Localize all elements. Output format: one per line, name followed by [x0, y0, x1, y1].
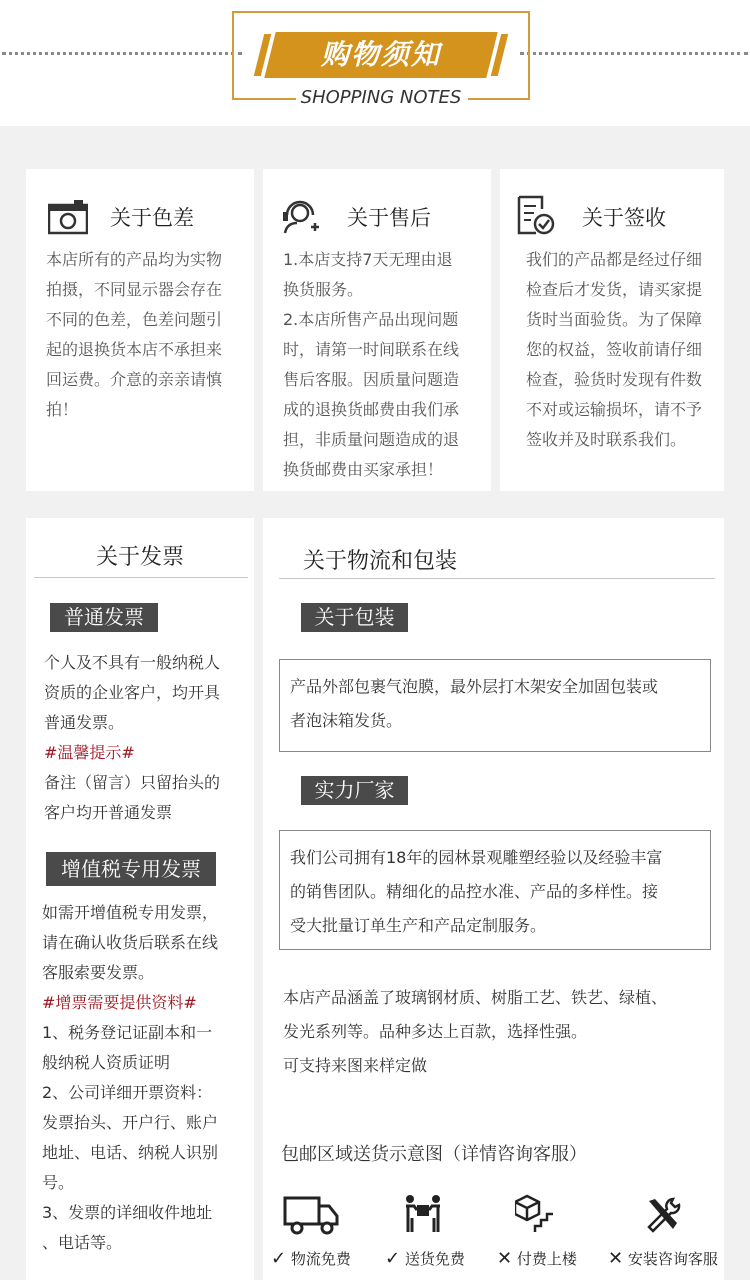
invoice-title: 关于发票 — [95, 545, 184, 570]
left-dotted-line — [2, 52, 242, 55]
logistics-title: 关于物流和包装 — [303, 549, 458, 574]
normal-invoice-tag: 普通发票 — [50, 603, 158, 632]
packaging-tag: 关于包装 — [301, 603, 408, 632]
service-free-logistics: ✓ 物流免费 — [271, 1248, 351, 1269]
headset-icon — [279, 193, 321, 237]
vat-invoice-tag: 增值税专用发票 — [46, 852, 216, 886]
card-text: 我们的产品都是经过仔细 检查后才发货，请买家提 货时当面验货。为了保障 您的权益，签收前请仔细 检查，验货时发现有件数 不对或运输损坏，请不予 签收并及时联系我们。 — [526, 250, 703, 449]
vat-tip: #增票需要提供资料# — [42, 993, 197, 1012]
card-text: 本店所有的产品均为实物 拍摄，不同显示器会存在 不同的色差，色差问题引 起的退换货本店不承担来 回运费。介意的亲亲请慎 拍！ — [46, 250, 223, 419]
card-receipt — [500, 169, 724, 491]
factory-box: 我们公司拥有18年的园林景观雕塑经验以及经验丰富 的销售团队。精细化的品控水准、产品的多样性。接 受大批量订单生产和产品定制服务。 — [279, 830, 711, 950]
truck-icon — [283, 1192, 339, 1236]
page-subtitle: SHOPPING NOTES — [300, 87, 462, 108]
service-free-delivery: ✓ 送货免费 — [385, 1248, 465, 1269]
right-dotted-line — [520, 52, 748, 55]
card-title: 关于售后 — [347, 206, 431, 230]
service-paid-upstairs: ✕ 付费上楼 — [497, 1248, 577, 1269]
card-color-difference — [26, 169, 254, 491]
factory-tag: 实力厂家 — [301, 776, 408, 805]
normal-invoice-text: 个人及不具有一般纳税人 资质的企业客户，均开具 普通发票。 #温馨提示# 备注（留言）只留抬头的 客户均开普通发票 — [44, 648, 250, 828]
vat-invoice-text: 如需开增值税专用发票， 请在确认收货后联系在线 客服索要发票。 #增票需要提供资料# 1、税务登记证副本和一 般纳税人资质证明 2、公司详细开票资料： 发票抬头、开户行、账户 地址、电话、纳税人识别 号。 3、发票的详细收件地址 、电话等。 — [42, 898, 252, 1258]
logistics-panel — [263, 518, 724, 1280]
tools-icon — [645, 1197, 681, 1233]
camera-icon — [48, 199, 88, 235]
box-stairs-icon — [515, 1194, 555, 1234]
product-range-text: 本店产品涵盖了玻璃钢材质、树脂工艺、铁艺、绿植、 发光系列等。品种多达上百款，选择性强。 可支持来图来样定做 — [283, 988, 668, 1075]
card-after-sales — [263, 169, 491, 491]
packaging-box: 产品外部包裹气泡膜，最外层打木架安全加固包装或 者泡沫箱发货。 — [279, 659, 711, 752]
card-text: 1.本店支持7天无理由退 换货服务。 2.本店所售产品出现问题 时，请第一时间联系在线 售后客服。因质量问题造 成的退换货邮费由我们承 担，非质量问题造成的退 换货邮费由买家承担！ — [283, 250, 460, 479]
delivery-person-icon — [403, 1194, 443, 1234]
card-title: 关于色差 — [110, 206, 194, 230]
card-title: 关于签收 — [582, 206, 666, 230]
service-installation: ✕ 安装咨询客服 — [608, 1248, 718, 1269]
document-check-icon — [516, 195, 556, 237]
invoice-panel — [26, 518, 254, 1280]
warm-tip: #温馨提示# — [44, 743, 135, 762]
page-title: 购物须知 — [320, 38, 441, 71]
shipping-title: 包邮区域送货示意图（详情咨询客服） — [281, 1144, 587, 1165]
